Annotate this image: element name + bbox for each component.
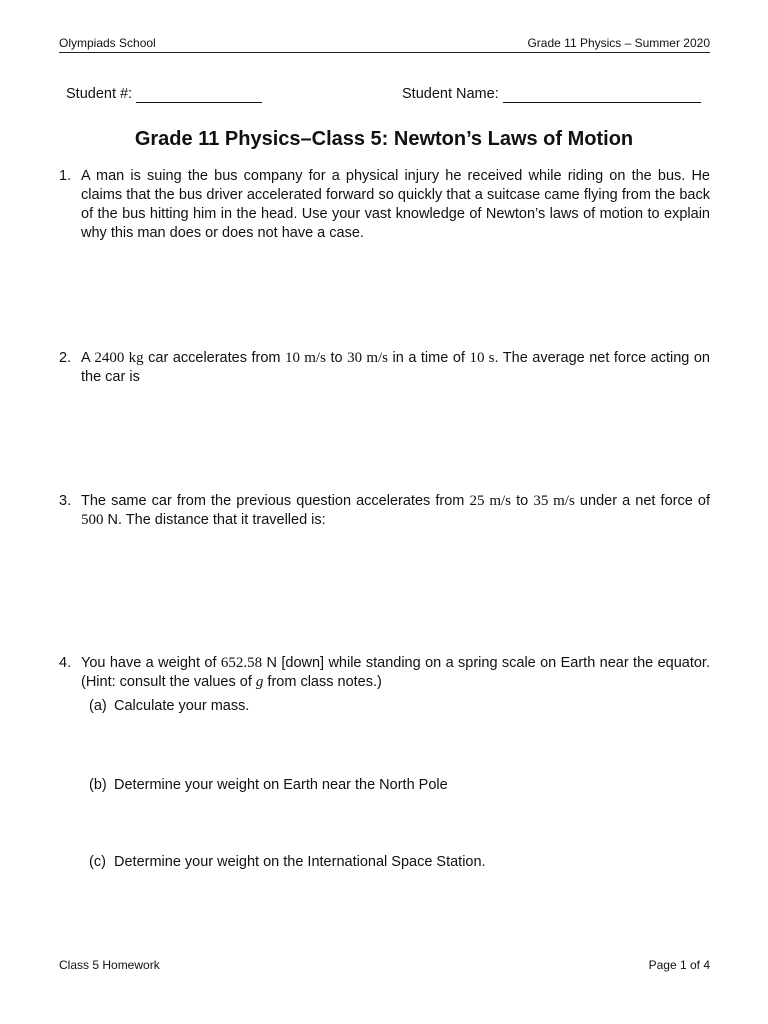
header-rule <box>59 52 710 53</box>
mass-value: 2400 kg <box>94 350 144 366</box>
page-number: Page 1 of 4 <box>648 958 710 972</box>
gravity-symbol: g <box>255 674 264 690</box>
initial-velocity: 10 m/s <box>285 350 326 366</box>
part-text: Determine your weight on the International Space Station. <box>114 854 486 870</box>
header-school: Olympiads School <box>59 36 156 50</box>
page-title: Grade 11 Physics–Class 5: Newton’s Laws of Motion <box>134 128 634 150</box>
question-number: 3. <box>59 493 72 509</box>
student-name-field <box>402 85 701 103</box>
part-text: Determine your weight on Earth near the North Pole <box>114 777 448 793</box>
student-name-label: Student Name: <box>402 86 499 102</box>
header-course: Grade 11 Physics – Summer 2020 <box>527 36 710 50</box>
question-4-part-b <box>89 776 709 795</box>
question-4-part-a <box>89 697 709 716</box>
force-value: 500 <box>81 512 104 528</box>
question-text: You have a weight of 652.58 N [down] while standing on a spring scale on Earth near the equator. (Hint: consult the values of g from class notes.) <box>81 655 710 690</box>
question-number: 4. <box>59 655 72 671</box>
question-4 <box>59 654 710 692</box>
question-number: 2. <box>59 350 72 366</box>
question-text: The same car from the previous question accelerates from 25 m/s to 35 m/s under a net force of 500 N. The distance that it travelled is: <box>81 493 710 528</box>
question-2 <box>59 349 710 387</box>
student-name-blank[interactable] <box>503 87 701 103</box>
question-1 <box>59 167 710 243</box>
question-number: 1. <box>59 168 72 184</box>
final-velocity: 35 m/s <box>533 493 575 509</box>
initial-velocity: 25 m/s <box>469 493 511 509</box>
student-number-label: Student #: <box>66 86 133 102</box>
part-label: (b) <box>89 777 107 793</box>
student-number-blank[interactable] <box>136 87 262 103</box>
question-4-part-c <box>89 853 709 872</box>
part-label: (c) <box>89 854 106 870</box>
question-text: A 2400 kg car accelerates from 10 m/s to 30 m/s in a time of 10 s. The average net force acting on the car is <box>81 350 710 385</box>
final-velocity: 30 m/s <box>347 350 388 366</box>
weight-value: 652.58 <box>220 655 263 671</box>
question-3 <box>59 492 710 530</box>
student-number-field <box>66 85 262 103</box>
time-value: 10 s <box>469 350 495 366</box>
question-text: A man is suing the bus company for a physical injury he received while riding on the bus. He claims that the bus driver accelerated forward so quickly that a suitcase came flying from the back of the bus hitting him in the head. Use your vast knowledge of Newton’s laws of motion to explain why this man does or does not have a case. <box>81 168 710 241</box>
part-text: Calculate your mass. <box>114 698 250 714</box>
part-label: (a) <box>89 698 107 714</box>
footer-label: Class 5 Homework <box>59 958 160 972</box>
